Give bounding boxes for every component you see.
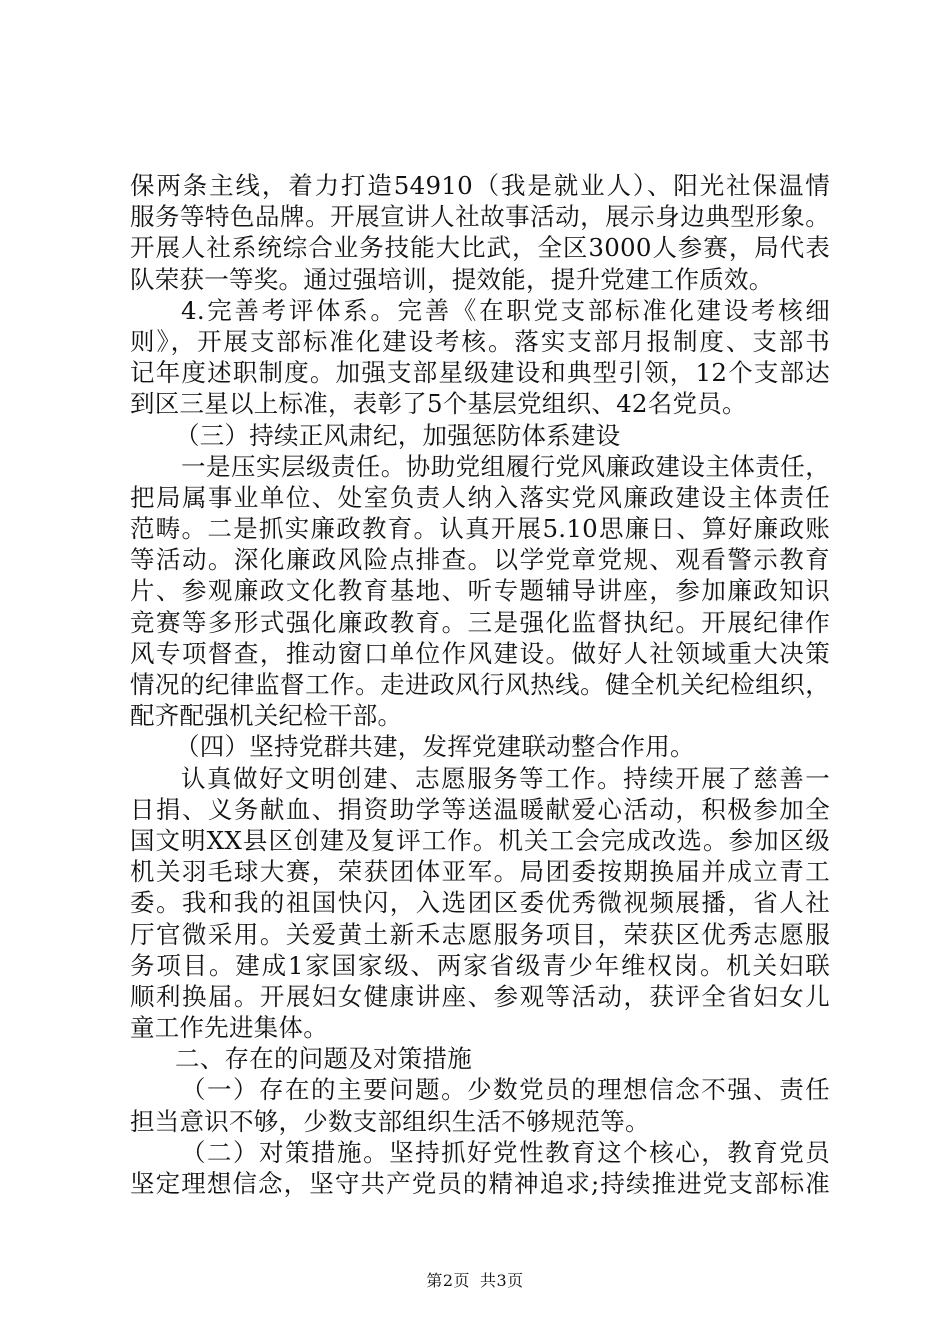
- total-pages: 共3页: [480, 1271, 524, 1290]
- text-line: 片、参观廉政文化教育基地、听专题辅导讲座，参加廉政知识: [130, 576, 830, 606]
- text-line: 委。我和我的祖国快闪，入选团区委优秀微视频展播，省人社: [130, 888, 830, 918]
- paragraph-first-line: 4.完善考评体系。完善《在职党支部标准化建设考核细: [181, 295, 830, 325]
- text-line: 担当意识不够，少数支部组织生活不够规范等。: [130, 1106, 650, 1136]
- text-line: 顺利换届。开展妇女健康讲座、参观等活动，获评全省妇女儿: [130, 981, 830, 1011]
- text-line: 记年度述职制度。加强支部星级建设和典型引领，12个支部达: [130, 358, 830, 388]
- page-footer: [0, 1271, 950, 1291]
- text-line: 风专项督查，推动窗口单位作风建设。做好人社领域重大决策: [130, 638, 830, 668]
- text-line: 到区三星以上标准，表彰了5个基层党组织、42名党员。: [130, 389, 747, 419]
- text-line: 童工作先进集体。: [130, 1013, 328, 1043]
- text-line: 保两条主线，着力打造54910（我是就业人）、阳光社保温情: [130, 171, 830, 200]
- text-line: 机关羽毛球大赛，荣获团体亚军。局团委按期换届并成立青工: [130, 857, 830, 887]
- text-line: 服务等特色品牌。开展宣讲人社故事活动，展示身边典型形象。: [130, 202, 830, 232]
- text-line: 等活动。深化廉政风险点排查。以学党章党规、观看警示教育: [130, 545, 830, 575]
- text-line: 则》，开展支部标准化建设考核。落实支部月报制度、支部书: [130, 326, 830, 356]
- text-line: 把局属事业单位、处室负责人纳入落实党风廉政建设主体责任: [130, 482, 830, 512]
- text-line: 国文明XX县区创建及复评工作。机关工会完成改选。参加区级: [130, 825, 830, 855]
- document-body: [130, 170, 830, 1199]
- paragraph-first-line: 一是压实层级责任。协助党组履行党风廉政建设主体责任，: [181, 451, 830, 481]
- text-line: 坚定理想信念，坚守共产党员的精神追求;持续推进党支部标准: [130, 1169, 830, 1198]
- paragraph-first-line: （一）存在的主要问题。少数党员的理想信念不强、责任: [181, 1075, 830, 1105]
- text-line: 开展人社系统综合业务技能大比武，全区3000人参赛，局代表: [130, 233, 830, 263]
- section-heading: （四）坚持党群共建，发挥党建联动整合作用。: [175, 732, 695, 762]
- section-heading: 二、存在的问题及对策措施: [175, 1044, 472, 1074]
- paragraph-first-line: （二）对策措施。坚持抓好党性教育这个核心，教育党员: [181, 1137, 830, 1167]
- section-heading: （三）持续正风肃纪，加强惩防体系建设: [175, 420, 621, 450]
- text-line: 队荣获一等奖。通过强培训，提效能，提升党建工作质效。: [130, 264, 774, 294]
- text-line: 配齐配强机关纪检干部。: [130, 701, 403, 731]
- text-line: 日捐、义务献血、捐资助学等送温暖献爱心活动，积极参加全: [130, 794, 830, 824]
- text-line: 竞赛等多形式强化廉政教育。三是强化监督执纪。开展纪律作: [130, 607, 830, 637]
- text-line: 情况的纪律监督工作。走进政风行风热线。健全机关纪检组织，: [130, 670, 830, 699]
- text-line: 范畴。二是抓实廉政教育。认真开展5.10思廉日、算好廉政账: [130, 514, 830, 544]
- text-line: 务项目。建成1家国家级、两家省级青少年维权岗。机关妇联: [130, 950, 830, 980]
- text-line: 厅官微采用。关爱黄土新禾志愿服务项目，荣获区优秀志愿服: [130, 919, 830, 949]
- paragraph-first-line: 认真做好文明创建、志愿服务等工作。持续开展了慈善一: [181, 763, 830, 793]
- page-number: 第2页: [426, 1271, 470, 1290]
